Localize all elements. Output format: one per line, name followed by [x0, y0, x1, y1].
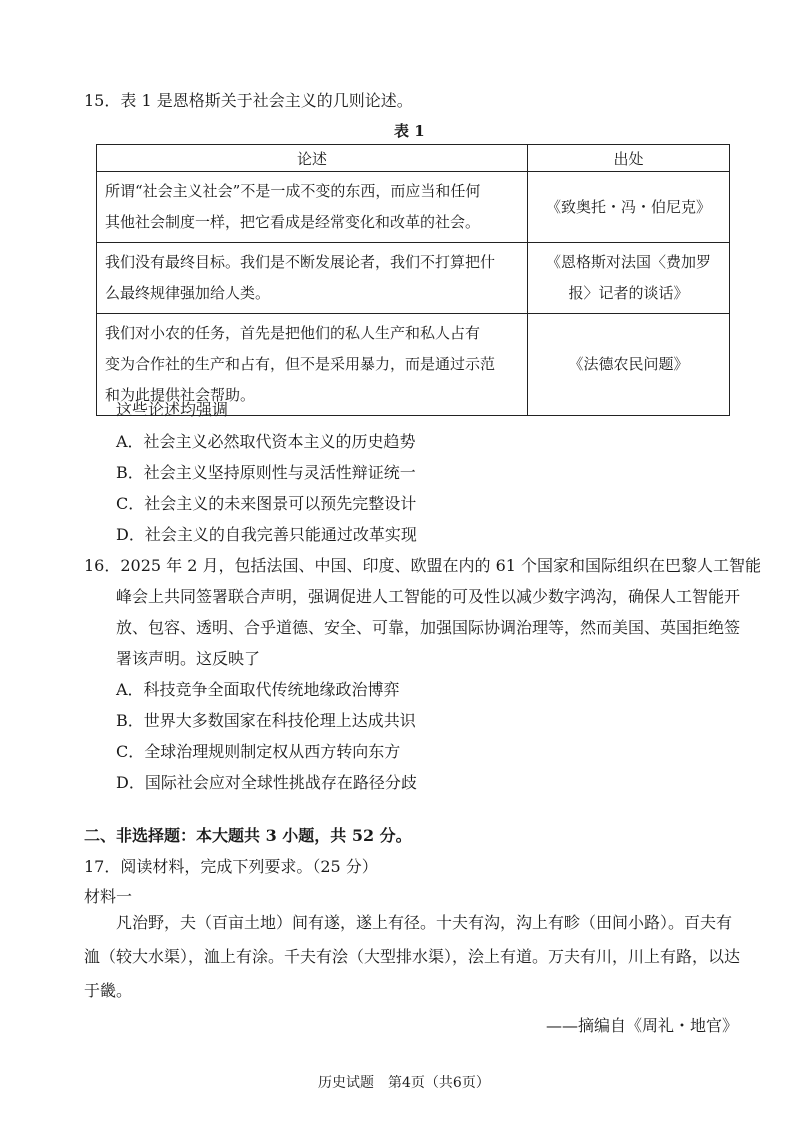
- source-line: 《恩格斯对法国〈费加罗: [545, 253, 711, 271]
- material-line: 于畿。: [84, 981, 133, 1000]
- statement-line: 么最终规律强加给人类。: [105, 284, 271, 302]
- table-row: [97, 243, 730, 314]
- q15-stem: 15．表 1 是恩格斯关于社会主义的几则论述。: [84, 91, 413, 110]
- statement-cell: [97, 172, 528, 243]
- q15-option-b: B．社会主义坚持原则性与灵活性辩证统一: [116, 463, 416, 482]
- statement-line: 我们对小农的任务，首先是把他们的私人生产和私人占有: [105, 324, 481, 342]
- table-header-row: [97, 145, 730, 172]
- q15-option-a: A．社会主义必然取代资本主义的历史趋势: [116, 432, 416, 451]
- table-title: 表 1: [394, 122, 425, 140]
- material-line: 洫（较大水渠），洫上有涂。千夫有浍（大型排水渠），浍上有道。万夫有川，川上有路，以达: [84, 947, 741, 966]
- table-row: [97, 172, 730, 243]
- q17-stem: 17．阅读材料，完成下列要求。（25 分）: [84, 857, 378, 876]
- header-source: 出处: [528, 145, 730, 172]
- statement-line: 我们没有最终目标。我们是不断发展论者，我们不打算把什: [105, 253, 496, 271]
- source-line: 报〉记者的谈话》: [568, 284, 689, 302]
- section-heading: 二、非选择题：本大题共 3 小题，共 52 分。: [84, 826, 412, 845]
- q16-line: 峰会上共同签署联合声明，强调促进人工智能的可及性以减少数字鸿沟，确保人工智能开: [116, 587, 741, 606]
- q15-option-d: D．社会主义的自我完善只能通过改革实现: [116, 525, 417, 544]
- statement-line: 所谓“社会主义社会”不是一成不变的东西，而应当和任何: [105, 182, 481, 200]
- q15-prompt: 这些论述均强调: [116, 400, 229, 419]
- q16-option-c: C．全球治理规则制定权从西方转向东方: [116, 742, 401, 761]
- q16-line: 署该声明。这反映了: [116, 649, 261, 668]
- page-footer: 历史试题 第4页（共6页）: [318, 1075, 490, 1091]
- source-line: 《致奥托・冯・伯尼克》: [545, 197, 711, 216]
- header-statement: 论述: [97, 145, 528, 172]
- statement-line: 其他社会制度一样，把它看成是经常变化和改革的社会。: [105, 213, 481, 231]
- source-line: 《法德农民问题》: [568, 355, 689, 373]
- quote-table: [96, 144, 730, 416]
- material-line: 凡治野，夫（百亩土地）间有遂，遂上有径。十夫有沟，沟上有畛（田间小路）。百夫有: [116, 913, 733, 932]
- q15-option-c: C．社会主义的未来图景可以预先完整设计: [116, 494, 417, 513]
- statement-line: 变为合作社的生产和占有，但不是采用暴力，而是通过示范: [105, 355, 496, 373]
- source-cell: [528, 243, 730, 314]
- q16-line: 16．2025 年 2 月，包括法国、中国、印度、欧盟在内的 61 个国家和国际组织在巴黎人工智能: [84, 556, 762, 575]
- source-cell: [528, 314, 730, 416]
- q16-option-a: A．科技竞争全面取代传统地缘政治博弈: [116, 680, 400, 699]
- statement-cell: [97, 243, 528, 314]
- q16-option-b: B．世界大多数国家在科技伦理上达成共识: [116, 711, 416, 730]
- q16-option-d: D．国际社会应对全球性挑战存在路径分歧: [116, 773, 417, 792]
- material-label: 材料一: [84, 887, 133, 906]
- q16-line: 放、包容、透明、合乎道德、安全、可靠，加强国际协调治理等，然而美国、英国拒绝签: [116, 618, 741, 637]
- source-cell: [528, 172, 730, 243]
- statement-line: 和为此提供社会帮助。: [105, 386, 256, 404]
- citation: ——摘编自《周礼・地官》: [546, 1016, 739, 1035]
